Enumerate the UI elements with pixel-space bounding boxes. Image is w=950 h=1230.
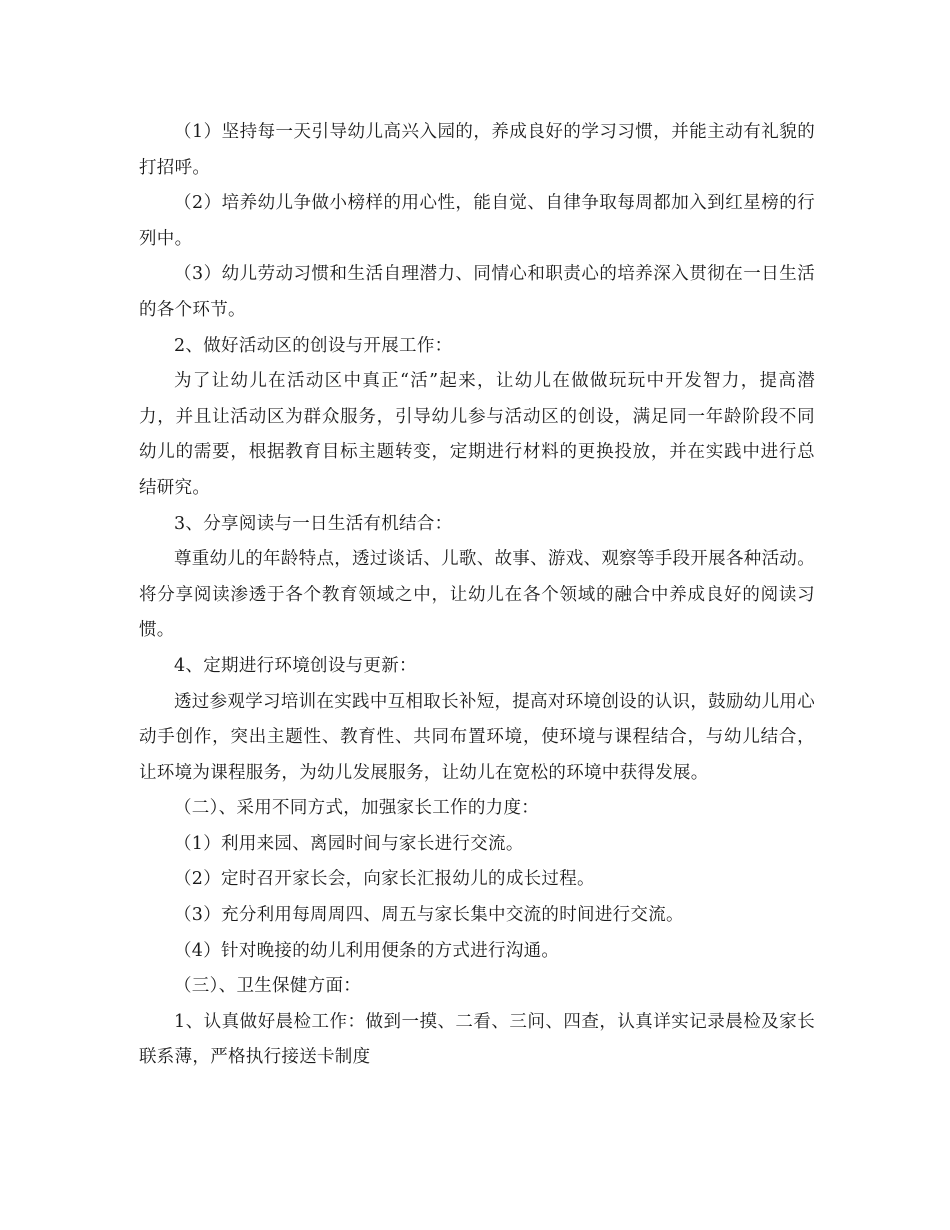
paragraph-6: 透过参观学习培训在实践中互相取长补短，提高对环境创设的认识，鼓励幼儿用心动手创作，突出主题性、教育性、共同布置环境，使环境与课程结合，与幼儿结合，让环境为课程服务，为幼儿发展服务，让幼儿在宽松的环境中获得发展。 xyxy=(139,691,815,783)
paragraph-11: 1、认真做好晨检工作：做到一摸、二看、三问、四查，认真详实记录晨检及家长联系薄，严格执行接送卡制度 xyxy=(139,1011,815,1068)
paragraph-2: （2）培养幼儿争做小榜样的用心性，能自觉、自律争取每周都加入到红星榜的行列中。 xyxy=(139,193,815,249)
paragraph-1: （1）坚持每一天引导幼儿高兴入园的，养成良好的学习习惯，并能主动有礼貌的打招呼。 xyxy=(139,122,815,178)
section-heading-3: 3、分享阅读与一日生活有机结合： xyxy=(174,513,453,534)
paragraph-3: （3）幼儿劳动习惯和生活自理潜力、同情心和职责心的培养深入贯彻在一日生活的各个环节。 xyxy=(139,264,815,320)
paragraph-10: （4）针对晚接的幼儿利用便条的方式进行沟通。 xyxy=(174,940,560,961)
paragraph-5: 尊重幼儿的年龄特点，透过谈话、儿歌、故事、游戏、观察等手段开展各种活动。将分享阅读渗透于各个教育领域之中，让幼儿在各个领域的融合中养成良好的阅读习惯。 xyxy=(139,549,815,641)
section-heading-2: 2、做好活动区的创设与开展工作： xyxy=(174,335,453,356)
paragraph-8: （2）定时召开家长会，向家长汇报幼儿的成长过程。 xyxy=(174,869,595,890)
section-heading-parents: （二）、采用不同方式，加强家长工作的力度： xyxy=(174,798,540,819)
section-heading-4: 4、定期进行环境创设与更新： xyxy=(174,655,417,676)
paragraph-4: 为了让幼儿在活动区中真正“活”起来，让幼儿在做做玩玩中开发智力，提高潜力，并且让活动区为群众服务，引导幼儿参与活动区的创设，满足同一年龄阶段不同幼儿的需要，根据教育目标主题转变，定期进行材料的更换投放，并在实践中进行总结研究。 xyxy=(139,371,815,498)
paragraph-7: （1）利用来园、离园时间与家长进行交流。 xyxy=(174,833,524,854)
document-body xyxy=(139,115,815,1076)
paragraph-9: （3）充分利用每周周四、周五与家长集中交流的时间进行交流。 xyxy=(174,905,684,926)
section-heading-health: （三）、卫生保健方面： xyxy=(174,976,362,997)
